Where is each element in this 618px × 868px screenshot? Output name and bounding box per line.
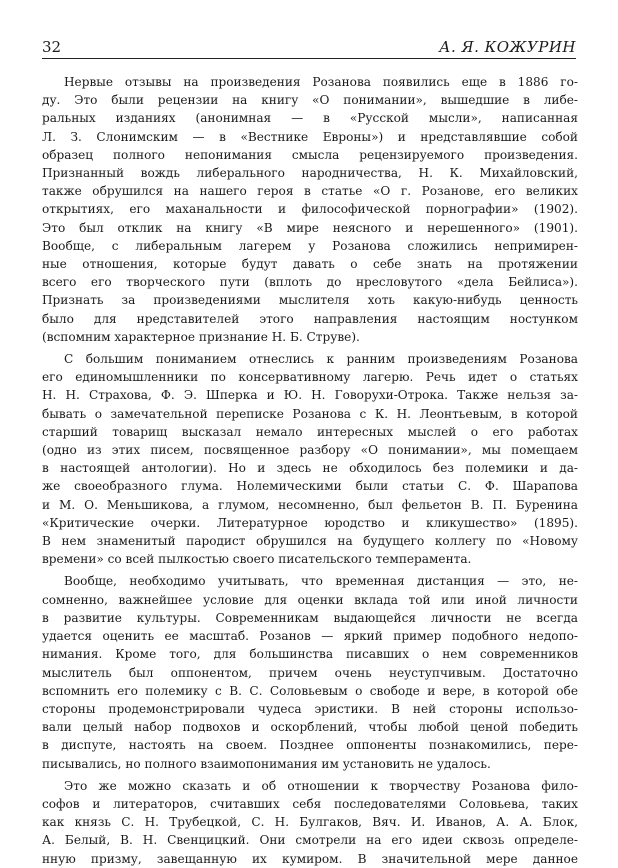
text-line: Л. З. Слонимским — в «Вестнике Евроны») и нредставлявшие собой [42,129,578,144]
text-line: Признанный вождь либерального народничества, Н. К. Михайловский, [42,166,578,181]
text-line: времени» со всей пылкостью своего писательского темперамента. [42,552,472,567]
text-line: Вообще, с либеральным лагерем у Розанова сложились непримирен- [42,238,578,253]
text-line: писывались, но полного взаимопонимания им установить не удалось. [42,756,491,771]
text-line: софов и литераторов, считавших себя последователями Соловьева, таких [42,796,578,811]
text-line: Признать за произведениями мыслителя хоть какую-нибудь ценность [42,293,578,308]
text-line: также обрушился на нашего героя в статье «О г. Розанове, его великих [42,184,578,199]
text-line: ду. Это были рецензии на книгу «О понимании», вышедшие в либе- [42,93,578,108]
running-head [42,38,576,59]
text-line: в диспуте, настоять на своем. Позднее оппоненты познакомились, пере- [42,738,578,753]
body-text [42,73,578,868]
text-line: вспомнить его полемику с В. С. Соловьевым о свободе и вере, в которой обе [42,683,578,698]
text-line: Это же можно сказать и об отношении к творчеству Розанова фило- [64,778,578,793]
text-line: (вспомним характерное признание Н. Б. Струве). [42,329,360,344]
text-line: Н. Н. Страхова, Ф. Э. Шперка и Ю. Н. Говорухи-Отрока. Также нельзя за- [42,388,578,403]
text-line: стороны продемонстрировали чудеса эристики. В ней стороны использо- [42,701,578,716]
text-line: сомненно, важнейшее условие для оценки вклада той или иной личности [42,592,578,607]
page-number: 32 [42,38,62,56]
text-line: ные отношения, которые будут давать о себе знать на протяжении [42,257,578,272]
text-line: же своеобразного глума. Нолемическими были статьи С. Ф. Шарапова [42,479,578,494]
text-line: В нем знаменитый пародист обрушился на будущего коллегу по «Новому [42,534,578,549]
text-line: было для нредставителей этого направления настоящим ностунком [42,311,578,326]
paragraph [42,350,578,568]
text-line: и М. О. Меньшикова, а глумом, несомненно, был фельетон В. П. Буренина [42,497,578,512]
text-line: мыслитель был оппонентом, причем очень неуступчивым. Достаточно [42,665,578,680]
text-line: как князь С. Н. Трубецкой, С. Н. Булгаков, Вяч. И. Иванов, А. А. Блок, [42,815,578,830]
text-line: нную призму, завещанную их кумиром. В значительной мере данное [42,851,578,866]
text-line: ральных изданиях (анонимная — в «Русской мысли», написанная [42,111,578,126]
text-line: «Критические очерки. Литературное юродство и кликушество» (1895). [42,515,578,530]
text-line: Это был отклик на книгу «В мире неясного и нерешенного» (1901). [42,220,578,235]
text-line: бывать о замечательной переписке Розанова с К. Н. Леонтьевым, в которой [42,406,578,421]
text-line: его единомышленники по консервативному лагерю. Речь идет о статьях [42,370,578,385]
text-line: Вообще, необходимо учитывать, что временная дистанция — это, не- [64,574,578,589]
text-line: всего его творческого пути (вплоть до нресловутого «дела Бейлиса»). [42,275,578,290]
text-line: в развитие культуры. Современникам выдающейся личности не всегда [42,610,578,625]
text-line: удается оценить ее масштаб. Розанов — яркий пример подобного недопо- [42,629,578,644]
text-line: (одно из этих писем, посвященное разбору «О понимании», мы помещаем [42,443,578,458]
running-title: А. Я. КОЖУРИН [439,38,576,56]
text-line: образец полного непонимания смысла рецензируемого произведения. [42,147,578,162]
paragraph [42,73,578,346]
text-line: Нервые отзывы на произведения Розанова появились еще в 1886 го- [64,75,578,89]
text-line: нимания. Кроме того, для большинства писавших о нем современников [42,647,578,662]
text-line: С большим пониманием отнеслись к ранним произведениям Розанова [64,352,578,367]
text-line: А. Белый, В. Н. Свенцицкий. Они смотрели на его идеи сквозь определе- [42,833,578,848]
text-line: вали целый набор подвохов и оскорблений, чтобы любой ценой победить [42,720,578,735]
text-line: открытиях, его маханальности и философической порнографии» (1902). [42,202,578,217]
text-line: старший товарищ высказал немало интересных мыслей о его работах [42,424,578,439]
paragraph [42,777,578,868]
text-line: в настоящей антологии). Но и здесь не обходилось без полемики и да- [42,461,578,476]
paragraph [42,572,578,772]
